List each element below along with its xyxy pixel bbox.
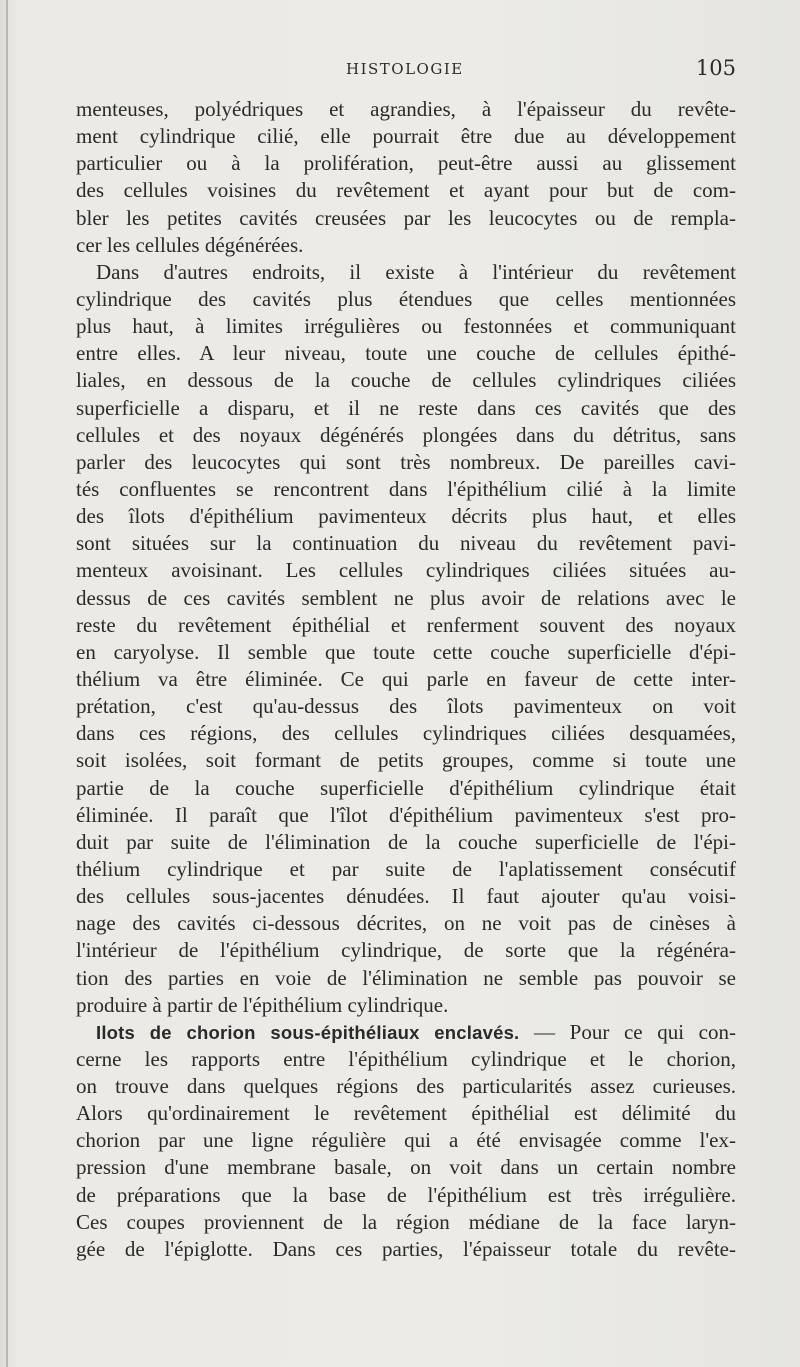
text-line: menteuses, polyédriques et agrandies, à l'épaisseur du revête- [76, 97, 736, 121]
text-line: des cellules voisines du revêtement et ayant pour but de com- [76, 178, 736, 203]
text-line: des cellules sous-jacentes dénudées. Il faut ajouter qu'au voisi- [76, 884, 736, 909]
text-line: duit par suite de l'élimination de la couche superficielle de l'épi- [76, 829, 736, 854]
page-number: 105 [695, 56, 736, 80]
running-title: HISTOLOGIE [346, 60, 464, 78]
text-line: tion des parties en voie de l'élimination ne semble pas pouvoir se [76, 965, 736, 990]
text-line: particulier ou à la prolifération, peut-être aussi au glissement [76, 151, 736, 176]
text-line: prétation, c'est qu'au-dessus des îlots pavimenteux on voit [76, 694, 736, 719]
text-line: thélium va être éliminée. Ce qui parle en faveur de cette inter- [76, 666, 736, 691]
text-line: superficielle a disparu, et il ne reste dans ces cavités que des [76, 395, 736, 420]
text-line: dessus de ces cavités semblent ne plus avoir de relations avec le [76, 585, 736, 610]
text-line: cellules et des noyaux dégénérés plongées dans du détritus, sans [76, 422, 736, 447]
text-line: parler des leucocytes qui sont très nombreux. De pareilles cavi- [76, 449, 736, 474]
text-line: on trouve dans quelques régions des particularités assez curieuses. [76, 1074, 736, 1099]
text-line: plus haut, à limites irrégulières ou festonnées et communiquant [76, 314, 736, 339]
section-heading: Ilots de chorion sous-épithéliaux enclavés. [96, 1021, 520, 1043]
text-line: cerne les rapports entre l'épithélium cylindrique et le chorion, [76, 1046, 736, 1071]
text-line: thélium cylindrique et par suite de l'aplatissement consécutif [76, 856, 736, 881]
section-heading-continuation: — Pour ce qui con- [519, 1019, 736, 1044]
text-line: nage des cavités ci-dessous décrites, on ne voit pas de cinèses à [76, 911, 736, 936]
body-text [76, 96, 736, 1263]
running-head [76, 56, 736, 86]
text-line: sont situées sur la continuation du niveau du revêtement pavi- [76, 531, 736, 556]
text-line: chorion par une ligne régulière qui a été envisagée comme l'ex- [76, 1128, 736, 1153]
text-line: partie de la couche superficielle d'épithélium cylindrique était [76, 775, 736, 800]
text-line: en caryolyse. Il semble que toute cette couche superficielle d'épi- [76, 639, 736, 664]
text-line: cer les cellules dégénérées. [76, 232, 304, 257]
text-line: cylindrique des cavités plus étendues que celles mentionnées [76, 286, 736, 311]
text-line: Ces coupes proviennent de la région médiane de la face laryn- [76, 1209, 736, 1234]
text-line: ment cylindrique cilié, elle pourrait être due au développement [76, 124, 736, 149]
text-line: dans ces régions, des cellules cylindriques ciliées desquamées, [76, 721, 736, 746]
text-line: l'intérieur de l'épithélium cylindrique, de sorte que la régénéra- [76, 938, 736, 963]
text-line: soit isolées, soit formant de petits groupes, comme si toute une [76, 748, 736, 773]
text-line: liales, en dessous de la couche de cellules cylindriques ciliées [76, 368, 736, 393]
text-line: gée de l'épiglotte. Dans ces parties, l'épaisseur totale du revête- [76, 1236, 736, 1261]
page-gutter-edge [6, 0, 8, 1367]
text-line: menteux avoisinant. Les cellules cylindriques ciliées situées au- [76, 558, 736, 583]
text-line: bler les petites cavités creusées par les leucocytes ou de rempla- [76, 205, 736, 230]
text-line: des îlots d'épithélium pavimenteux décrits plus haut, et elles [76, 504, 736, 529]
text-line: produire à partir de l'épithélium cylindrique. [76, 992, 449, 1017]
section-heading-line [76, 1019, 736, 1046]
text-line: de préparations que la base de l'épithélium est très irrégulière. [76, 1182, 736, 1207]
paragraph-start-line: Dans d'autres endroits, il existe à l'intérieur du revêtement [96, 259, 736, 284]
text-line: tés confluentes se rencontrent dans l'épithélium cilié à la limite [76, 476, 736, 501]
text-line: pression d'une membrane basale, on voit dans un certain nombre [76, 1155, 736, 1180]
text-line: éliminée. Il paraît que l'îlot d'épithélium pavimenteux s'est pro- [76, 802, 736, 827]
text-line: entre elles. A leur niveau, toute une couche de cellules épithé- [76, 341, 736, 366]
text-line: Alors qu'ordinairement le revêtement épithélial est délimité du [76, 1101, 736, 1126]
text-line: reste du revêtement épithélial et renferment souvent des noyaux [76, 612, 736, 637]
